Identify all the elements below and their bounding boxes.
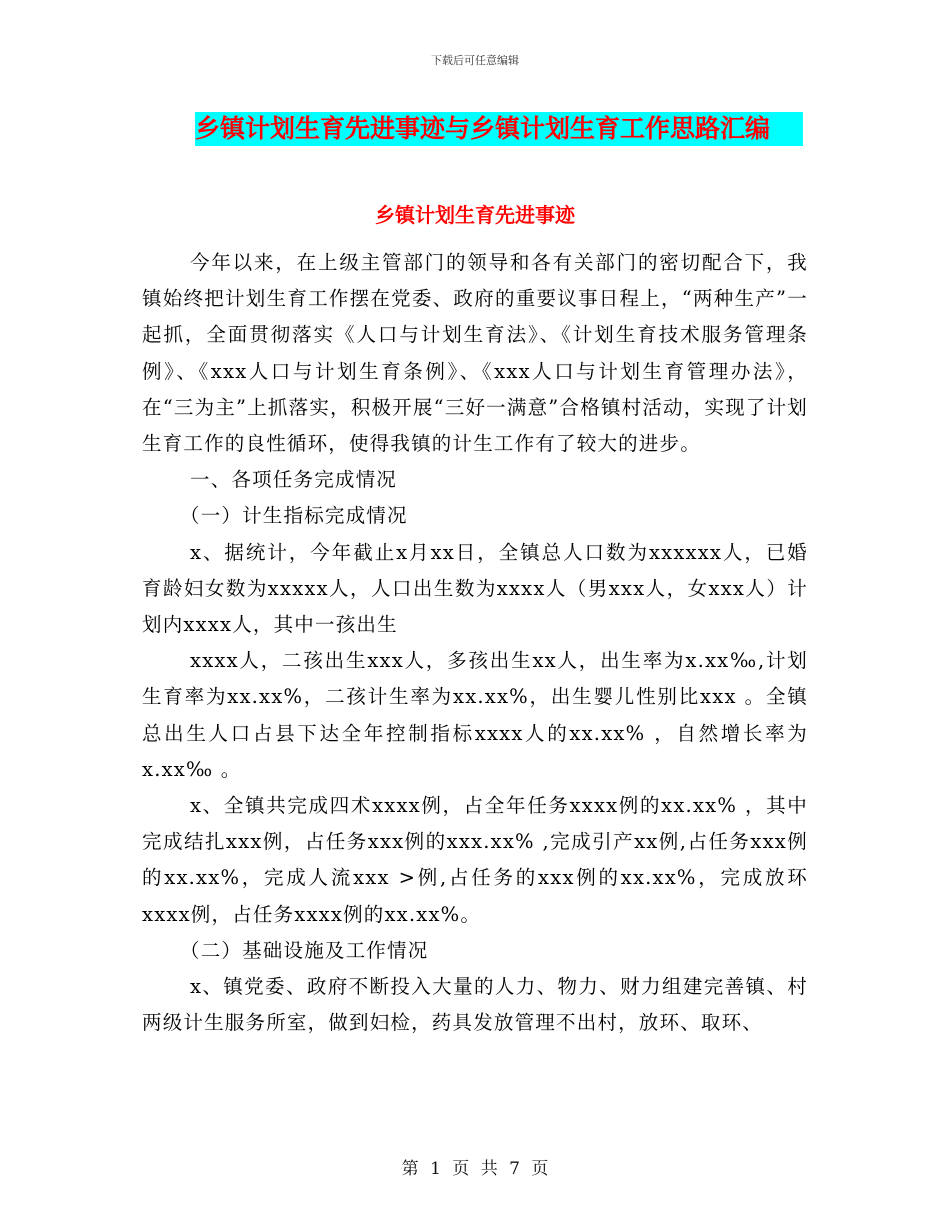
body-text bbox=[142, 245, 808, 1041]
heading-level-1: 一、各项任务完成情况 bbox=[190, 468, 398, 492]
header-note: 下载后可任意编辑 bbox=[431, 54, 519, 67]
paragraph-statistics: x、据统计，今年截止x月xx日，全镇总人口数为xxxxxx人，已婚育龄妇女数为xxxxx人，人口出生数为xxxx人（男xxx人，女xxx人）计划内xxxx人，其中一孩出生 bbox=[142, 540, 808, 637]
paragraph-infrastructure: x、镇党委、政府不断投入大量的人力、物力、财力组建完善镇、村两级计生服务所室，做到妇检，药具发放管理不出村，放环、取环、 bbox=[142, 975, 808, 1035]
page-footer: 第 1 页 共 7 页 bbox=[401, 1159, 549, 1179]
section-title: 乡镇计划生育先进事迹 bbox=[375, 203, 575, 227]
heading-level-2: （一）计生指标完成情况 bbox=[180, 504, 408, 528]
paragraph-four-procedures: x、全镇共完成四术xxxx例，占全年任务xxxx例的xx.xx% ，其中完成结扎xxx例，占任务xxx例的xxx.xx% ,完成引产xx例,占任务xxx例的xx.xx%，完成人流xxx >例,占任务的xxx例的xx.xx%，完成放环xxxx例，占任务xxxx例的xx.xx%。 bbox=[142, 794, 808, 926]
document-title: 乡镇计划生育先进事迹与乡镇计划生育工作思路汇编 bbox=[195, 112, 803, 146]
heading-level-2: （二）基础设施及工作情况 bbox=[180, 938, 429, 962]
paragraph-intro: 今年以来，在上级主管部门的领导和各有关部门的密切配合下，我镇始终把计划生育工作摆在党委、政府的重要议事日程上，“两种生产”一起抓，全面贯彻落实《人口与计划生育法》、《计划生育技术服务管理条例》、《xxx人口与计划生育条例》、《xxx人口与计划生育管理办法》，在“三为主”上抓落实，积极开展“三好一满意”合格镇村活动，实现了计划生育工作的良性循环，使得我镇的计生工作有了较大的进步。 bbox=[142, 251, 808, 456]
paragraph-birth-rates: xxxx人，二孩出生xxx人，多孩出生xx人，出生率为x.xx‰,计划生育率为xx.xx%，二孩计生率为xx.xx%，出生婴儿性别比xxx 。全镇总出生人口占县下达全年控制指标xxxx人的xx.xx% ，自然增长率为x.xx‰ 。 bbox=[142, 649, 808, 781]
